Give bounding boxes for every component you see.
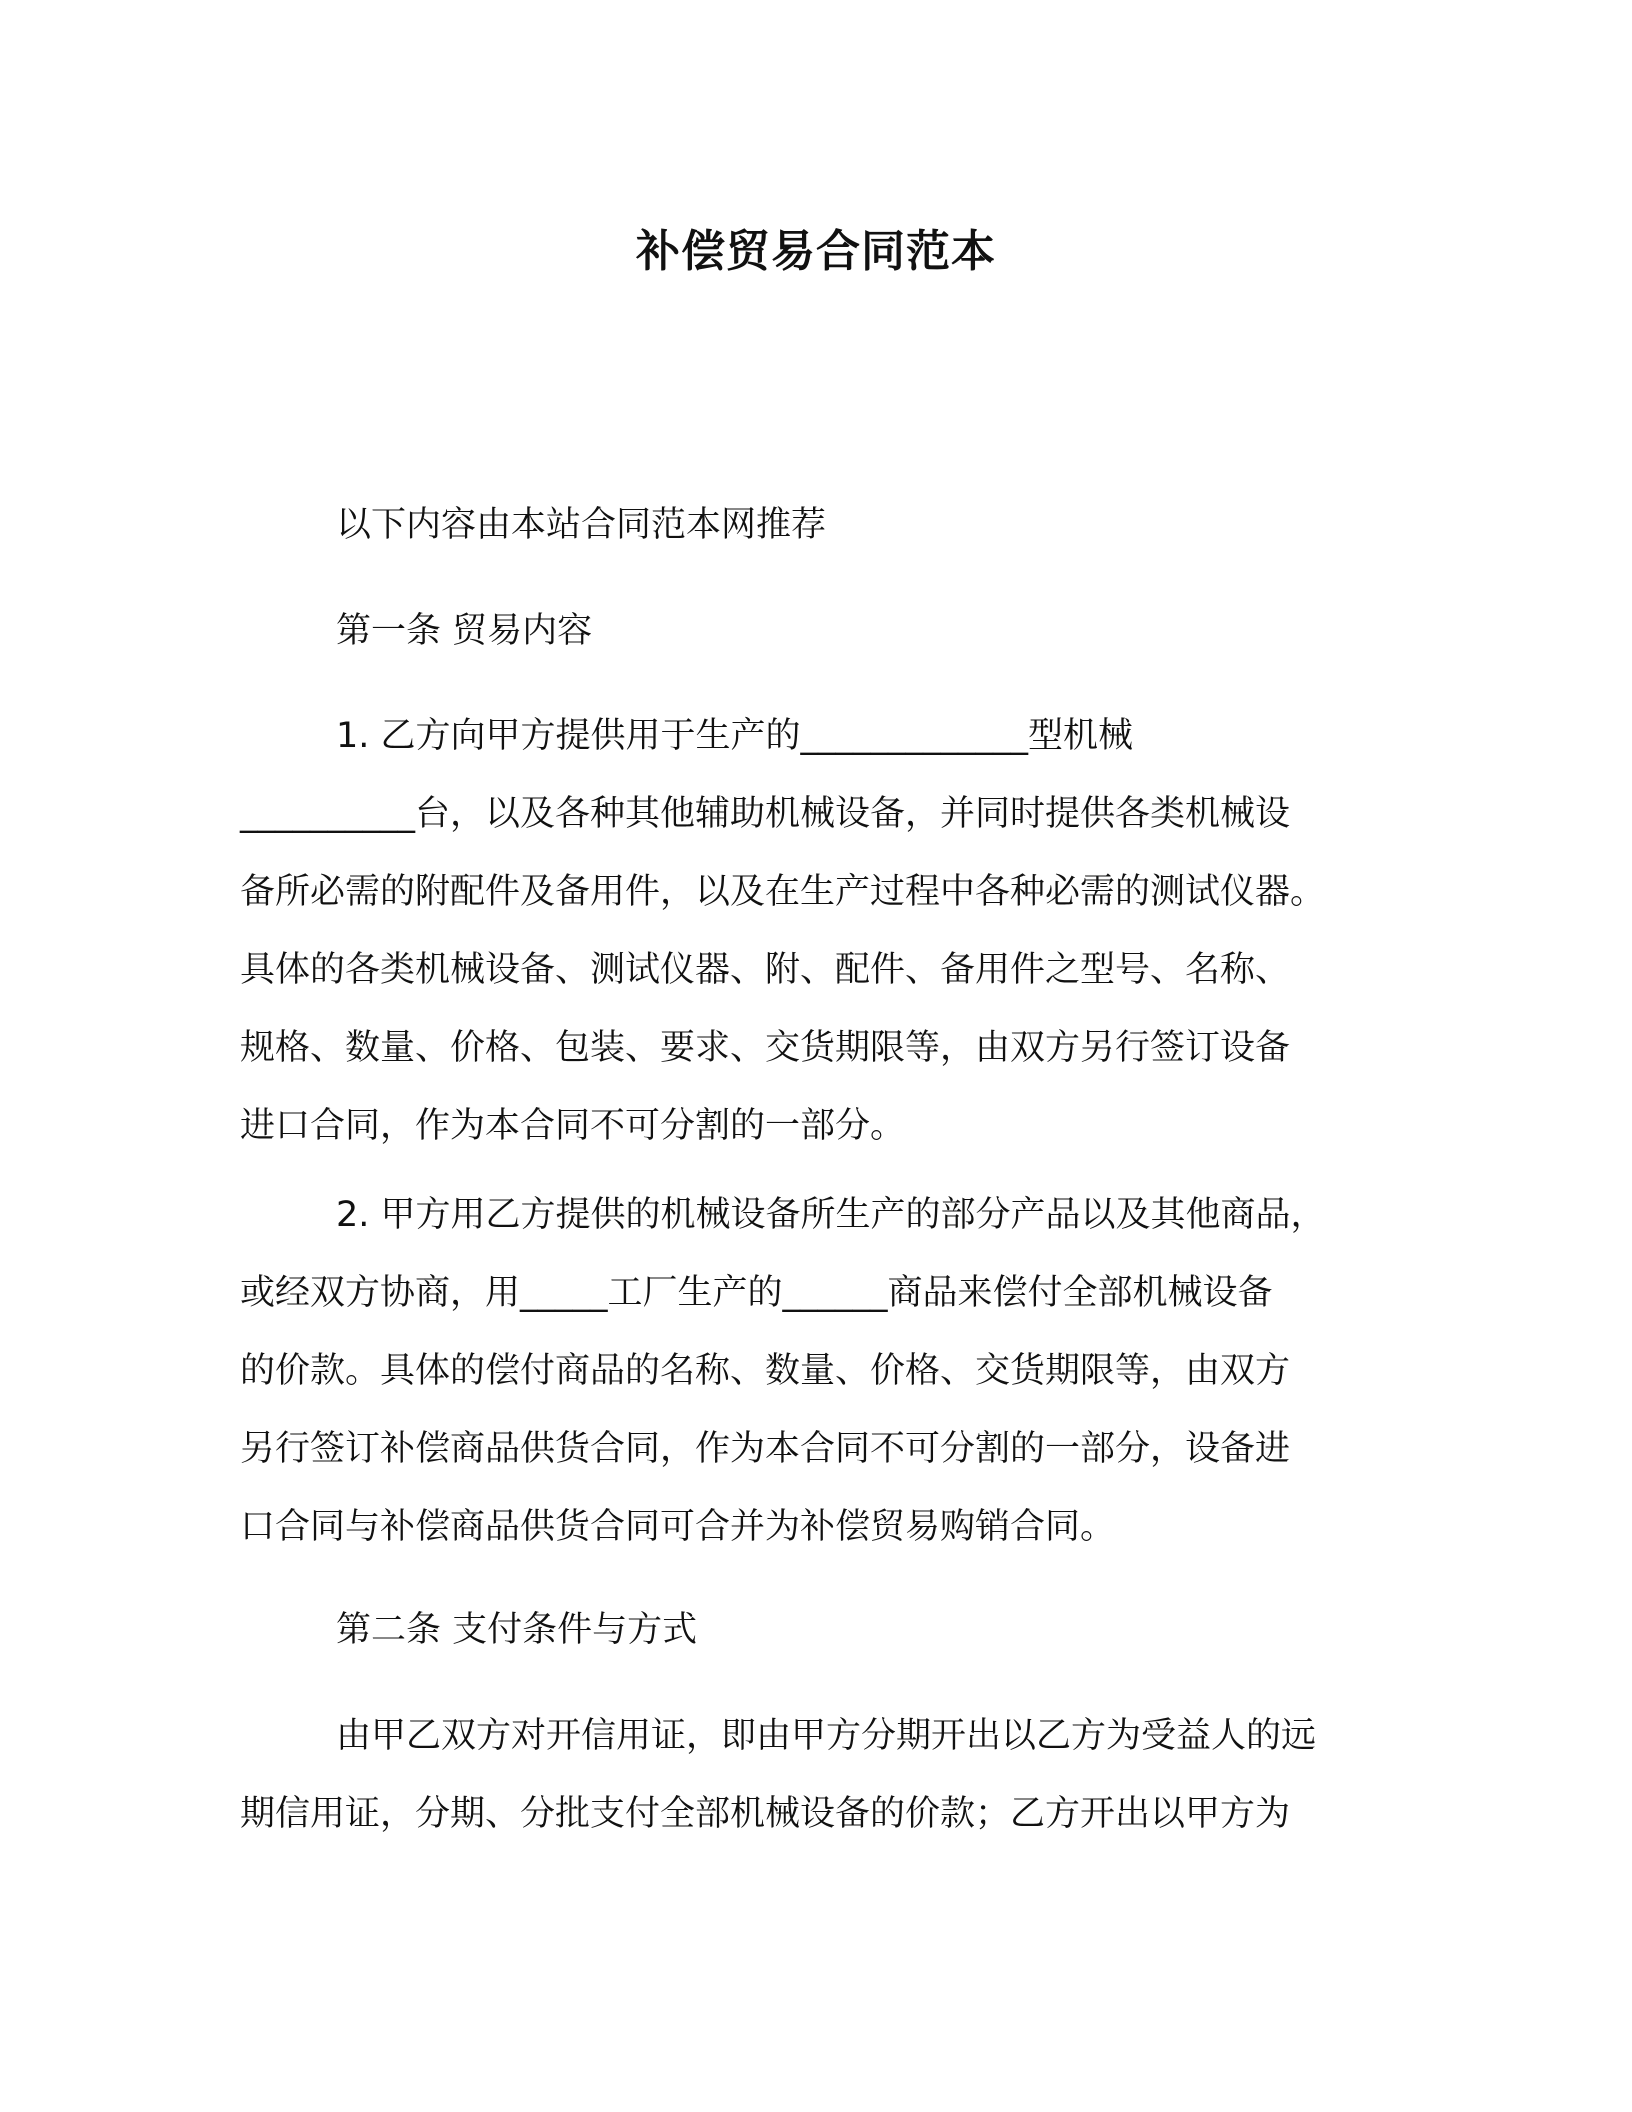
document-title: 补偿贸易合同范本 <box>636 226 996 277</box>
clause-2-paragraph <box>240 1176 1380 1566</box>
article-1-heading <box>240 592 1380 670</box>
text-line: 口合同与补偿商品供货合同可合并为补偿贸易购销合同。 <box>240 1507 1116 1547</box>
text-line: 以下内容由本站合同范本网推荐 <box>336 505 827 545</box>
text-line: __________台，以及各种其他辅助机械设备，并同时提供各类机械设 <box>240 794 1291 834</box>
text-line: 1. 乙方向甲方提供用于生产的_____________型机械 <box>336 716 1134 756</box>
text-line: 或经双方协商，用_____工厂生产的______商品来偿付全部机械设备 <box>240 1273 1273 1313</box>
text-line: 第二条 支付条件与方式 <box>336 1610 698 1650</box>
text-line: 的价款。具体的偿付商品的名称、数量、价格、交货期限等，由双方 <box>240 1351 1291 1391</box>
text-line: 具体的各类机械设备、测试仪器、附、配件、备用件之型号、名称、 <box>240 950 1291 990</box>
text-line: 2. 甲方用乙方提供的机械设备所生产的部分产品以及其他商品， <box>336 1195 1326 1235</box>
text-line: 另行签订补偿商品供货合同，作为本合同不可分割的一部分，设备进 <box>240 1429 1291 1469</box>
text-line: 规格、数量、价格、包装、要求、交货期限等，由双方另行签订设备 <box>240 1028 1291 1068</box>
text-line: 由甲乙双方对开信用证，即由甲方分期开出以乙方为受益人的远 <box>336 1716 1317 1756</box>
article-2-heading <box>240 1591 1380 1669</box>
payment-paragraph <box>240 1697 1380 1853</box>
text-line: 进口合同，作为本合同不可分割的一部分。 <box>240 1106 906 1146</box>
clause-1-paragraph <box>240 697 1380 1165</box>
recommendation-line <box>240 486 1380 564</box>
text-line: 期信用证，分期、分批支付全部机械设备的价款；乙方开出以甲方为 <box>240 1794 1291 1834</box>
text-line: 备所必需的附配件及备用件，以及在生产过程中各种必需的测试仪器。 <box>240 872 1326 912</box>
text-line: 第一条 贸易内容 <box>336 611 593 651</box>
